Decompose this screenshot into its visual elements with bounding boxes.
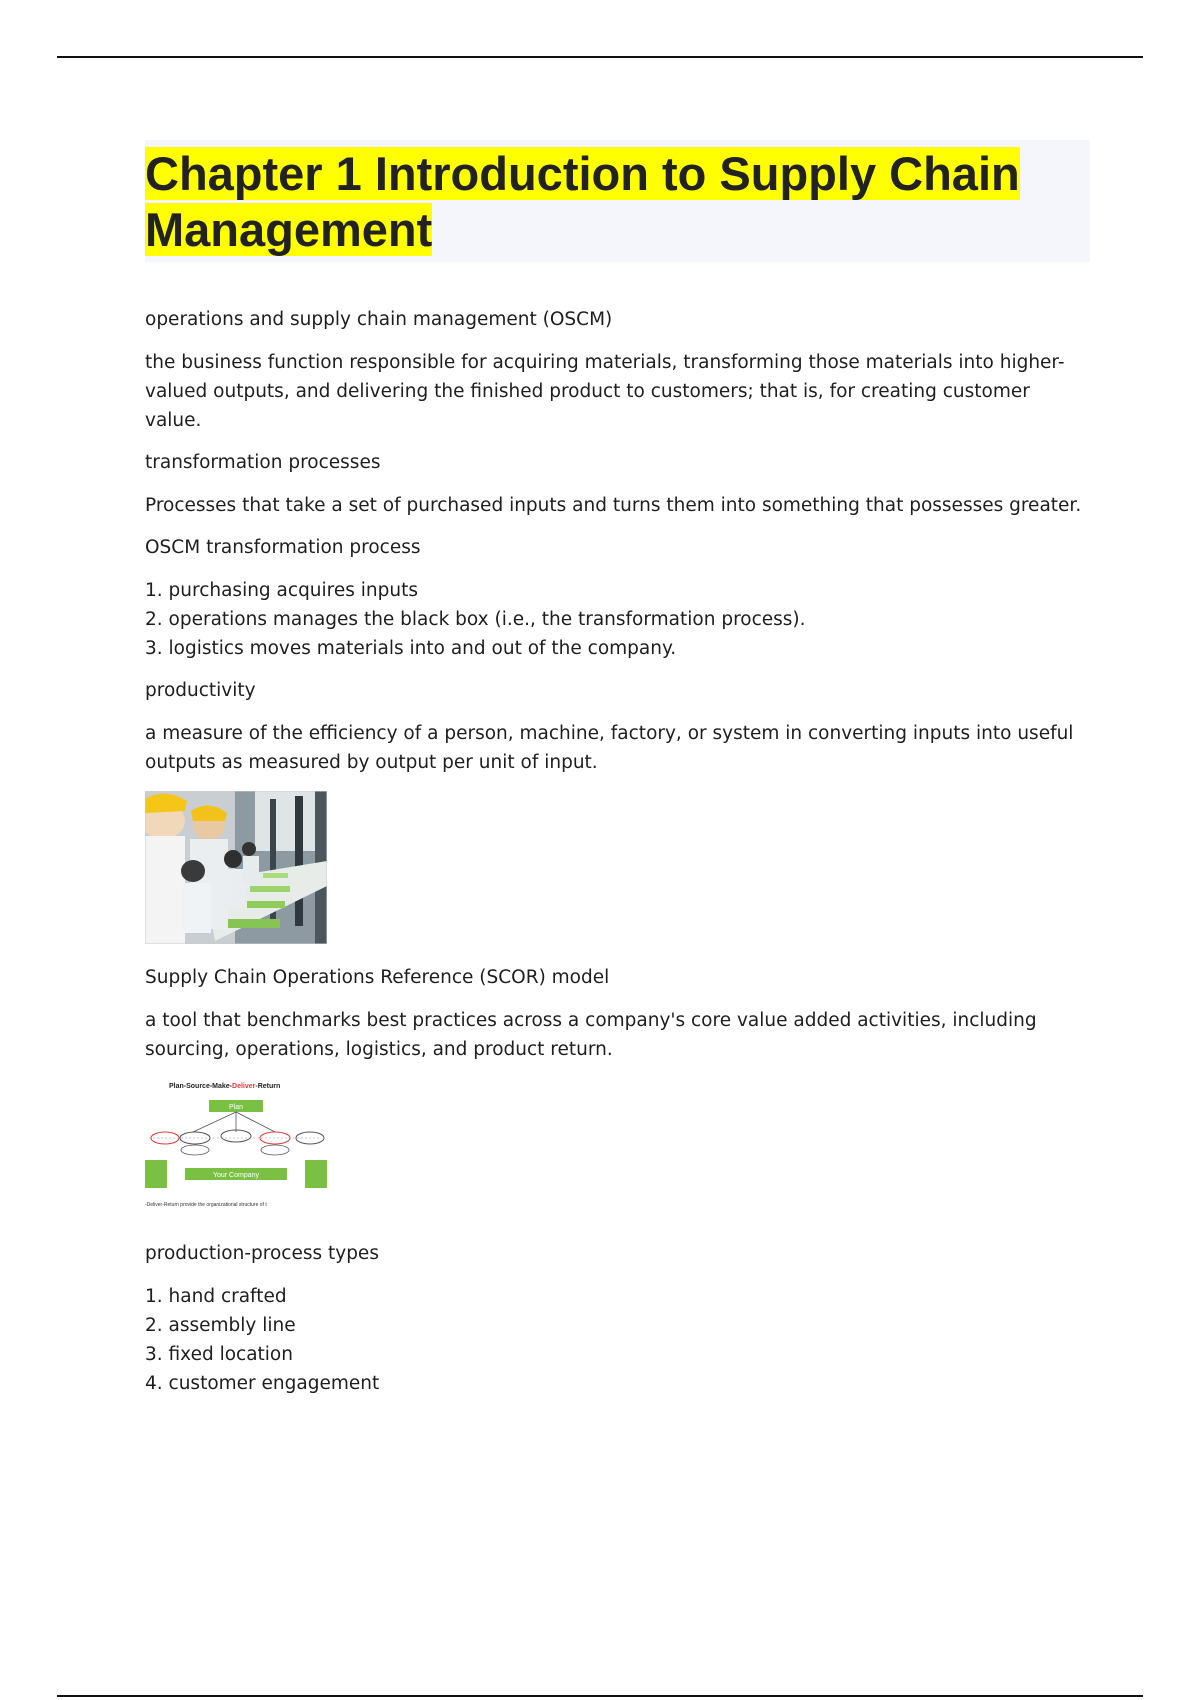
term-productivity: productivity — [145, 680, 256, 701]
scor-heading: Plan-Source-Make-Deliver-Return — [169, 1083, 281, 1090]
company-label: Your Company — [212, 1172, 260, 1179]
term-production-process-types: production-process types — [145, 1243, 379, 1264]
list-item: 4. customer engagement — [145, 1373, 380, 1394]
list-item: 2. operations manages the black box (i.e., the transformation process). — [145, 609, 806, 630]
list-item: 2. assembly line — [145, 1315, 296, 1336]
page-title: Chapter 1 Introduction to Supply Chain Management — [145, 147, 1020, 256]
definition-scor-model: a tool that benchmarks best practices across a company's core value added activities, including sourcing, operations, logistics, and product return. — [145, 1010, 1037, 1060]
term-scor-model: Supply Chain Operations Reference (SCOR) model — [145, 967, 610, 988]
term-oscm-transformation-process: OSCM transformation process — [145, 537, 421, 558]
scor-caption: -Deliver-Return provide the organizational structure of t — [145, 1202, 267, 1208]
scor-model-diagram — [145, 1078, 327, 1218]
customer-box — [305, 1160, 327, 1188]
term-oscm: operations and supply chain management (OSCM) — [145, 309, 613, 330]
list-item: 1. hand crafted — [145, 1286, 287, 1307]
document-body — [145, 140, 1090, 1412]
bottom-rule — [57, 1695, 1143, 1697]
plan-label: Plan — [228, 1104, 244, 1111]
list-oscm-transformation-process — [145, 576, 1090, 663]
factory-workers-photo — [145, 791, 327, 944]
title-block — [145, 140, 1090, 262]
supplier-box — [145, 1160, 167, 1188]
list-item: 3. fixed location — [145, 1344, 293, 1365]
definition-oscm: the business function responsible for acquiring materials, transforming those materials into higher-valued outputs, and delivering the finished product to customers; that is, for creating customer value. — [145, 352, 1065, 431]
list-item: 3. logistics moves materials into and out of the company. — [145, 638, 677, 659]
list-item: 1. purchasing acquires inputs — [145, 580, 419, 601]
term-transformation-processes: transformation processes — [145, 452, 381, 473]
list-production-process-types — [145, 1282, 1090, 1398]
definition-transformation-processes: Processes that take a set of purchased inputs and turns them into something that possesses greater. — [145, 495, 1082, 516]
top-rule — [57, 56, 1143, 58]
definition-productivity: a measure of the efficiency of a person, machine, factory, or system in converting inputs into useful outputs as measured by output per unit of input. — [145, 723, 1074, 773]
